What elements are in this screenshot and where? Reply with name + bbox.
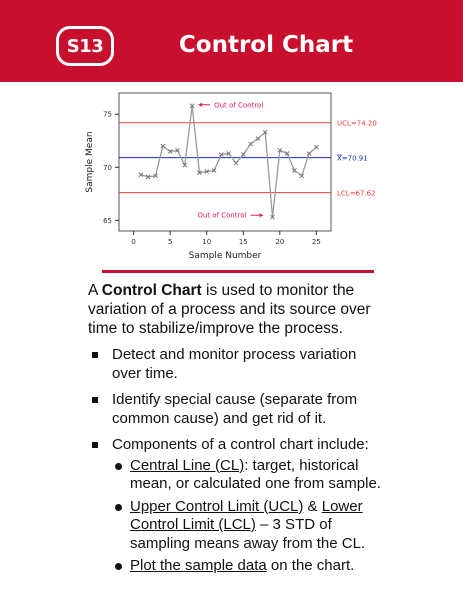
annotation-arrowhead [260, 213, 264, 217]
section-badge: S13 [56, 26, 114, 66]
sub-text: : target, historical mean, or calculated one from sample. [130, 456, 381, 492]
x-tick-label: 10 [202, 238, 212, 246]
data-point [249, 142, 253, 146]
sub-item [112, 498, 388, 554]
page-title: Control Chart [178, 32, 354, 58]
annotation-arrowhead [198, 103, 202, 107]
sub-text: & [303, 497, 322, 515]
sub-item [112, 557, 388, 576]
control-chart-svg [0, 82, 463, 272]
term-ucl: Upper Control Limit (UCL) [130, 497, 304, 515]
term-lcl: Lower Control Limit (LCL) [130, 497, 363, 533]
sub-text: – 3 STD of sampling means away from the CL. [130, 516, 366, 552]
y-axis-label: Sample Mean [85, 131, 95, 193]
control-line-label: UCL=74.20 [337, 119, 377, 128]
sub-list [112, 457, 388, 576]
sub-text: on the chart. [266, 557, 355, 574]
sub-item [112, 457, 388, 494]
y-tick-label: 70 [103, 163, 112, 172]
header-banner [0, 0, 463, 82]
data-point [256, 137, 260, 141]
divider [102, 270, 374, 273]
x-tick-label: 15 [238, 238, 248, 246]
plot-frame [119, 93, 331, 231]
x-bar-mark: X [337, 154, 342, 163]
control-line-label: X=70.91 [337, 154, 368, 163]
bullet-item: Identify special cause (separate from common cause) and get rid of it. [88, 391, 388, 428]
control-line-label: LCL=67.62 [337, 189, 376, 198]
x-tick-label: 25 [311, 238, 321, 246]
x-tick-label: 0 [131, 238, 136, 246]
x-axis-label: Sample Number [188, 251, 262, 261]
bullet-item: Detect and monitor process variation over time. [88, 346, 388, 383]
bullet-item [88, 436, 388, 576]
content-body [88, 281, 388, 584]
control-chart [0, 82, 463, 272]
data-point [241, 153, 245, 157]
x-tick-label: 20 [275, 238, 285, 246]
intro-term: Control Chart [101, 282, 202, 299]
data-point [234, 161, 238, 165]
intro-text [88, 281, 388, 338]
annotation-label: Out of Control [214, 101, 264, 110]
term-central-line: Central Line (CL) [130, 456, 245, 474]
y-tick-label: 75 [103, 110, 112, 119]
annotation-label: Out of Control [197, 211, 247, 220]
intro-prefix: A [88, 282, 102, 299]
bullet-list [88, 346, 388, 576]
intro-rest: is used to monitor the variation of a process and its source over time to stabilize/improve the process. [88, 282, 371, 337]
term-plot-data: Plot the sample data [130, 557, 267, 574]
x-tick-label: 5 [167, 238, 173, 246]
y-tick-label: 65 [103, 216, 112, 225]
data-point [314, 145, 318, 149]
bullet-text: Components of a control chart include: [112, 436, 369, 453]
